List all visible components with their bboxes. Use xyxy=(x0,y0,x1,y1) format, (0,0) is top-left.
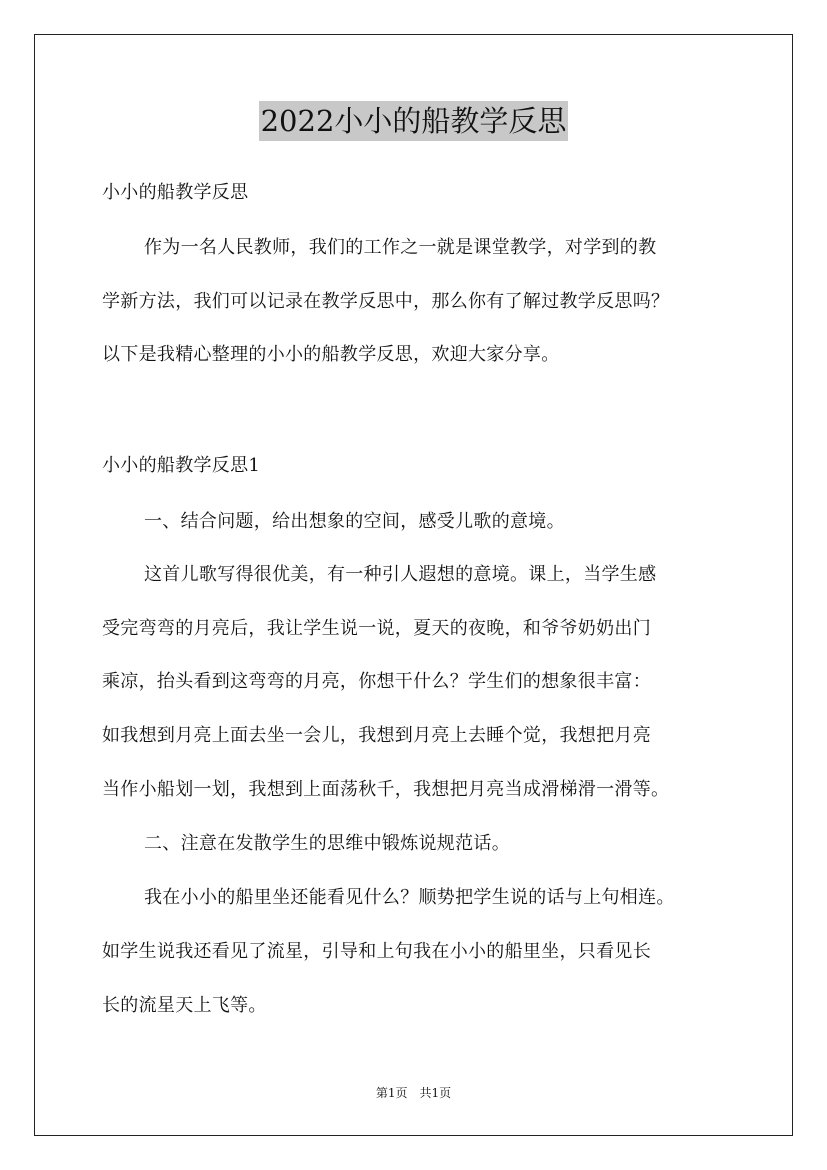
paragraph-line: 这首儿歌写得很优美，有一种引人遐想的意境。课上，当学生感 xyxy=(144,564,657,585)
section-heading: 小小的船教学反思1 xyxy=(102,455,261,476)
paragraph-line: 我在小小的船里坐还能看见什么？顺势把学生说的话与上句相连。 xyxy=(144,887,675,908)
doc-subtitle: 小小的船教学反思 xyxy=(102,182,249,203)
paragraph-line: 乘凉，抬头看到这弯弯的月亮，你想干什么？学生们的想象很丰富： xyxy=(102,671,651,692)
intro-line: 作为一名人民教师，我们的工作之一就是课堂教学，对学到的教 xyxy=(144,237,657,258)
paragraph-line: 如我想到月亮上面去坐一会儿，我想到月亮上去睡个觉，我想把月亮 xyxy=(102,725,651,746)
document-title: 2022小小的船教学反思 xyxy=(259,101,569,141)
paragraph-line: 如学生说我还看见了流星，引导和上句我在小小的船里坐，只看见长 xyxy=(102,941,651,962)
page-number-footer: 第1页 共1页 xyxy=(375,1086,452,1100)
paragraph-line: 受完弯弯的月亮后，我让学生说一说，夏天的夜晚，和爷爷奶奶出门 xyxy=(102,618,651,639)
paragraph-line: 当作小船划一划，我想到上面荡秋千，我想把月亮当成滑梯滑一滑等。 xyxy=(102,779,670,800)
point-heading: 二、注意在发散学生的思维中锻炼说规范话。 xyxy=(144,833,510,854)
paragraph-line: 长的流星天上飞等。 xyxy=(102,995,267,1016)
intro-line: 学新方法，我们可以记录在教学反思中，那么你有了解过教学反思吗？ xyxy=(102,291,670,312)
intro-line: 以下是我精心整理的小小的船教学反思，欢迎大家分享。 xyxy=(102,344,560,365)
document-title-wrap xyxy=(0,101,827,141)
point-heading: 一、结合问题，给出想象的空间，感受儿歌的意境。 xyxy=(144,511,565,532)
